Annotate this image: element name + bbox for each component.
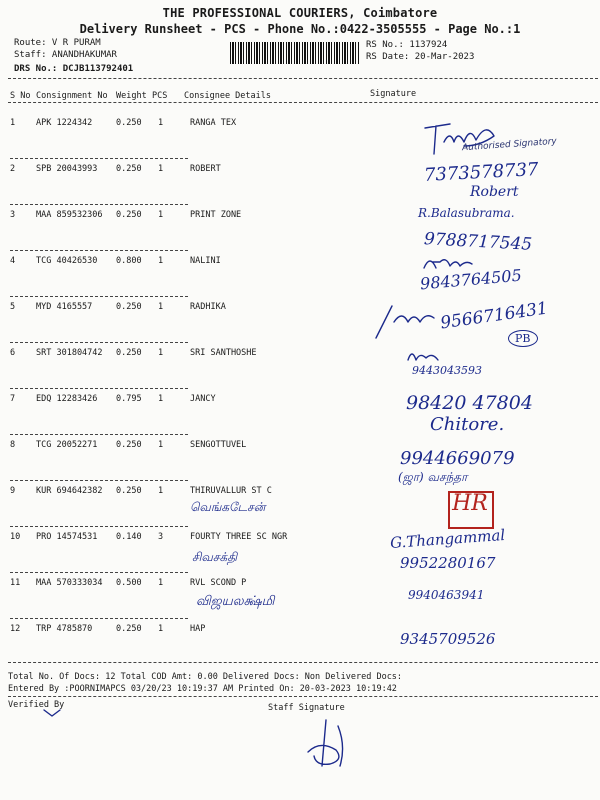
row3-phone: 9788717545 — [423, 229, 533, 255]
row-consignee: NALINI — [190, 256, 221, 266]
rs-date: RS Date: 20-Mar-2023 — [366, 52, 475, 62]
row-sno: 3 — [10, 210, 16, 220]
row10-tamil-name: சிவசக்தி — [192, 550, 238, 564]
row-divider — [10, 388, 188, 389]
row-weight: 0.250 — [116, 164, 142, 174]
row-divider — [10, 572, 188, 573]
row-consignee: THIRUVALLUR ST C — [190, 486, 272, 496]
row-consignee: RVL SCOND P — [190, 578, 247, 588]
row-sno: 1 — [10, 118, 16, 128]
col-sno: S No — [10, 91, 31, 101]
row-consignee: ROBERT — [190, 164, 221, 174]
row-consignment: TCG 20052271 — [36, 440, 98, 450]
row10-name: G.Thangammal — [389, 526, 506, 552]
row11-tamil-name: விஜயலக்ஷ்மி — [196, 594, 275, 609]
totals-line: Total No. Of Docs: 12 Total COD Amt: 0.00 Delivered Docs: Non Delivered Docs: — [8, 672, 403, 682]
verified-by-label: Verified By — [8, 700, 65, 710]
staff-label: Staff: ANANDHAKUMAR — [14, 50, 117, 60]
col-signature: Signature — [370, 89, 417, 99]
verified-mark — [40, 706, 64, 720]
row-weight: 0.250 — [116, 486, 142, 496]
row-divider — [10, 434, 188, 435]
staff-signature-label: Staff Signature — [268, 703, 345, 713]
row-sno: 11 — [10, 578, 21, 588]
drs-number: DRS No.: DCJB113792401 — [14, 64, 134, 74]
row6-phone: 9443043593 — [412, 364, 482, 377]
row11-phone: 9940463941 — [408, 588, 485, 602]
staff-signature-drawing — [300, 716, 360, 770]
row-divider — [10, 296, 188, 297]
row-consignment: EDQ 12283426 — [36, 394, 98, 404]
row12-phone: 9345709526 — [400, 630, 496, 648]
row-consignment: SPB 20043993 — [36, 164, 98, 174]
document-title: THE PROFESSIONAL COURIERS, Coimbatore — [162, 6, 438, 20]
row2-phone: 7373578737 — [423, 159, 540, 186]
row-sno: 4 — [10, 256, 16, 266]
row-weight: 0.250 — [116, 440, 142, 450]
divider — [8, 662, 598, 663]
row-divider — [10, 618, 188, 619]
row7-phone: 98420 47804 — [406, 392, 533, 414]
row-consignment: TRP 4785870 — [36, 624, 93, 634]
row-sno: 5 — [10, 302, 16, 312]
row-consignee: RADHIKA — [190, 302, 226, 312]
row-divider — [10, 526, 188, 527]
row-sno: 12 — [10, 624, 21, 634]
row-consignee: FOURTY THREE SC NGR — [190, 532, 288, 542]
row-weight: 0.250 — [116, 624, 142, 634]
divider — [8, 102, 598, 103]
row-consignment: PRO 14574531 — [36, 532, 98, 542]
col-consignment: Consignment No — [36, 91, 108, 101]
col-consignee: Consignee Details — [184, 91, 271, 101]
row7-name: Chitore. — [430, 414, 505, 435]
signature-drawing — [372, 302, 442, 342]
row-consignment: TCG 40426530 — [36, 256, 98, 266]
row-pcs: 1 — [158, 578, 164, 588]
divider — [8, 78, 598, 79]
row-consignment: MAA 570333034 — [36, 578, 103, 588]
row-weight: 0.140 — [116, 532, 142, 542]
row-sno: 9 — [10, 486, 16, 496]
row-pcs: 1 — [158, 348, 164, 358]
entered-by-line: Entered By :POORNIMAPCS 03/20/23 10:19:37 AM Printed On: 20-03-2023 10:19:42 — [8, 684, 397, 694]
row-weight: 0.250 — [116, 348, 142, 358]
row-consignment: SRT 301804742 — [36, 348, 103, 358]
row-consignment: KUR 694642382 — [36, 486, 103, 496]
row8-tamil-name: (ஜா) வசந்தா — [398, 470, 468, 484]
row8-phone: 9944669079 — [400, 448, 515, 469]
row-pcs: 1 — [158, 118, 164, 128]
row-sno: 2 — [10, 164, 16, 174]
row2-name: Robert — [470, 184, 519, 200]
row-weight: 0.250 — [116, 210, 142, 220]
row-pcs: 1 — [158, 256, 164, 266]
rs-number: RS No.: 1137924 — [366, 40, 448, 50]
row-sno: 8 — [10, 440, 16, 450]
col-pcs: PCS — [152, 91, 168, 101]
row-weight: 0.500 — [116, 578, 142, 588]
row-consignee: PRINT ZONE — [190, 210, 242, 220]
row-consignee: JANCY — [190, 394, 216, 404]
row-consignment: MAA 859532306 — [36, 210, 103, 220]
row5-phone: 9566716431 — [439, 298, 550, 334]
row3-name: R.Balasubrama. — [418, 206, 515, 220]
row-divider — [10, 250, 188, 251]
row-weight: 0.800 — [116, 256, 142, 266]
row4-phone: 9843764505 — [419, 265, 523, 294]
route-label: Route: V R PURAM — [14, 38, 101, 48]
barcode — [230, 42, 360, 64]
row-pcs: 1 — [158, 210, 164, 220]
row-consignee: RANGA TEX — [190, 118, 237, 128]
row-pcs: 1 — [158, 164, 164, 174]
row-consignment: APK 1224342 — [36, 118, 93, 128]
row10-phone: 9952280167 — [400, 554, 496, 572]
row-consignee: SRI SANTHOSHE — [190, 348, 257, 358]
document-subtitle: Delivery Runsheet - PCS - Phone No.:0422-3505555 - Page No.:1 — [79, 22, 521, 36]
row-weight: 0.250 — [116, 302, 142, 312]
row-sno: 6 — [10, 348, 16, 358]
row-pcs: 3 — [158, 532, 164, 542]
row-weight: 0.250 — [116, 118, 142, 128]
row-weight: 0.795 — [116, 394, 142, 404]
row-pcs: 1 — [158, 624, 164, 634]
row5-circled-initials: PB — [508, 330, 538, 347]
row9-tamil-name: வெங்கடேசன் — [190, 500, 266, 514]
row-sno: 7 — [10, 394, 16, 404]
row-pcs: 1 — [158, 486, 164, 496]
row-pcs: 1 — [158, 302, 164, 312]
row-consignee: SENGOTTUVEL — [190, 440, 247, 450]
row-divider — [10, 480, 188, 481]
row-divider — [10, 342, 188, 343]
authorised-signatory-stamp: Authorised Signatory — [461, 136, 558, 154]
row-pcs: 1 — [158, 394, 164, 404]
row-consignee: HAP — [190, 624, 206, 634]
divider — [8, 696, 598, 697]
row-sno: 10 — [10, 532, 21, 542]
row-divider — [10, 204, 188, 205]
row-consignment: MYD 4165557 — [36, 302, 93, 312]
row-divider — [10, 158, 188, 159]
row-pcs: 1 — [158, 440, 164, 450]
col-weight: Weight — [116, 91, 147, 101]
row9-red-initials: HR — [452, 491, 488, 516]
